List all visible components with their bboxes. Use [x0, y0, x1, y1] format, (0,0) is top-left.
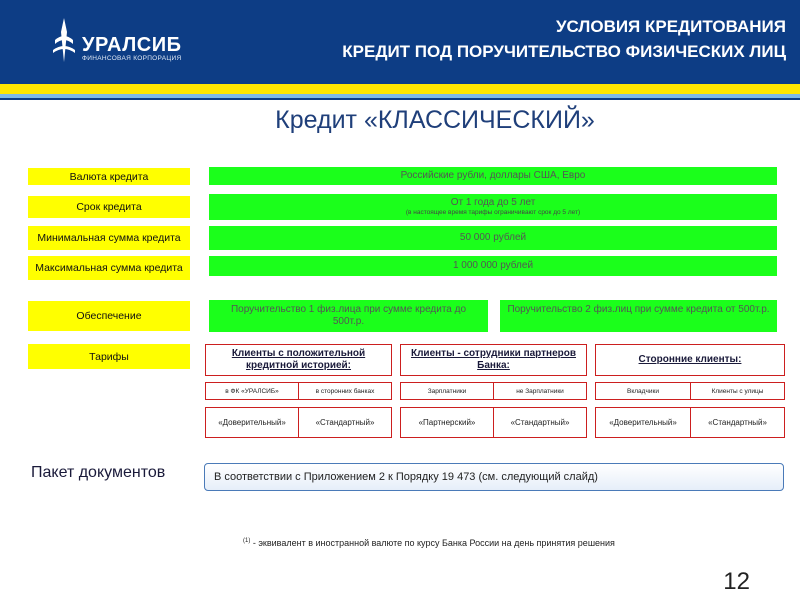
term-value-box — [209, 194, 777, 220]
footnote-marker: (1) — [243, 538, 251, 544]
logo-emblem-icon — [52, 18, 76, 62]
header-title-line2: КРЕДИТ ПОД ПОРУЧИТЕЛЬСТВО ФИЗИЧЕСКИХ ЛИЦ — [342, 42, 786, 61]
tariff-group-title: Сторонние клиенты: — [638, 354, 742, 365]
tariff-sub-uralsib: в ФК «УРАЛСИБ» — [205, 382, 299, 400]
term-value: От 1 года до 5 лет — [450, 197, 536, 208]
tariff-group-title: Клиенты - сотрудники партнеров Банка: — [410, 348, 577, 371]
logo-name: УРАЛСИБ — [82, 34, 182, 56]
header-title-line1: УСЛОВИЯ КРЕДИТОВАНИЯ — [555, 17, 786, 36]
currency-label: Валюта кредита — [28, 168, 190, 185]
logo-subtitle: ФИНАНСОВАЯ КОРПОРАЦИЯ — [82, 55, 182, 62]
footnote — [243, 538, 615, 548]
documents-value: В соответствии с Приложением 2 к Порядку 19 473 (см. следующий слайд) — [204, 463, 784, 491]
header-stripe-dark — [0, 98, 800, 100]
currency-value: Российские рубли, доллары США, Евро — [209, 167, 777, 185]
tariff-product-partner: «Партнерский» — [400, 407, 494, 438]
max-amount-value: 1 000 000 рублей — [209, 256, 777, 276]
term-note: (в настоящее время тарифы ограничивают срок до 5 лет) — [405, 209, 581, 216]
tariff-group-positive-history — [205, 344, 392, 376]
tariff-sub-payroll: Зарплатники — [400, 382, 494, 400]
security-option-1: Поручительство 1 физ.лица при сумме кредита до 500т.р. — [209, 300, 488, 332]
tariff-sub-walk-in: Клиенты с улицы — [690, 382, 785, 400]
documents-label: Пакет документов — [31, 464, 166, 481]
min-amount-label: Минимальная сумма кредита — [28, 226, 190, 250]
term-label: Срок кредита — [28, 196, 190, 218]
tariff-product-standard-1: «Стандартный» — [298, 407, 392, 438]
min-amount-value: 50 000 рублей — [209, 226, 777, 250]
page-number: 12 — [723, 568, 750, 595]
tariff-product-trust-1: «Доверительный» — [205, 407, 299, 438]
tariff-sub-depositors: Вкладчики — [595, 382, 691, 400]
footnote-text: - эквивалент в иностранной валюте по курсу Банка России на день принятия решения — [250, 538, 615, 548]
company-logo — [52, 18, 192, 66]
tariff-group-third-party — [595, 344, 785, 376]
tariff-group-title: Клиенты с положительной кредитной историей: — [231, 348, 366, 371]
tariff-sub-other-banks: в сторонних банках — [298, 382, 392, 400]
tariff-sub-non-payroll: не Зарплатники — [493, 382, 587, 400]
security-label: Обеспечение — [28, 301, 190, 331]
tariff-product-standard-2: «Стандартный» — [493, 407, 587, 438]
max-amount-label: Максимальная сумма кредита — [28, 256, 190, 280]
tariffs-label: Тарифы — [28, 344, 190, 369]
page-title: Кредит «КЛАССИЧЕСКИЙ» — [275, 106, 595, 134]
header-stripe-yellow — [0, 84, 800, 94]
tariff-product-standard-3: «Стандартный» — [690, 407, 785, 438]
tariff-group-partner-employees — [400, 344, 587, 376]
security-option-2: Поручительство 2 физ.лиц при сумме кредита от 500т.р. — [500, 300, 777, 332]
tariff-product-trust-2: «Доверительный» — [595, 407, 691, 438]
